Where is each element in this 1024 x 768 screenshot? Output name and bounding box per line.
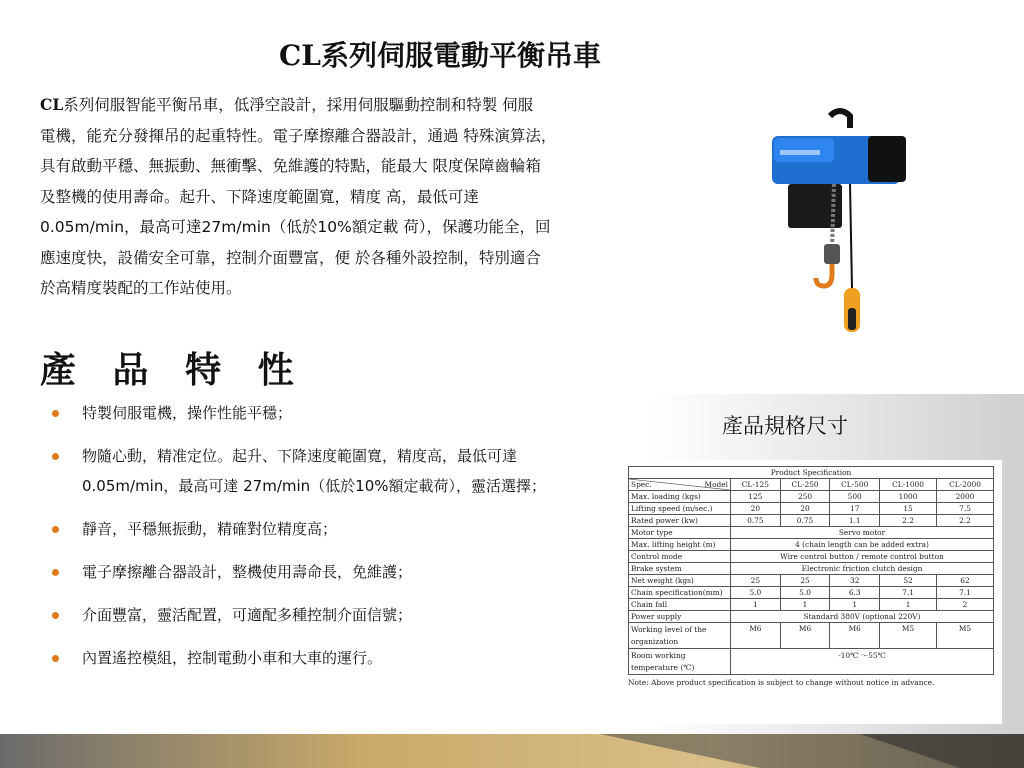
table-cell: 1 xyxy=(830,599,880,611)
row-label: Rated power (kw) xyxy=(629,515,731,527)
spec-table-panel xyxy=(624,460,1002,724)
spec-heading: 產品規格尺寸 xyxy=(722,414,848,438)
table-cell: 25 xyxy=(780,575,830,587)
table-cell: 62 xyxy=(937,575,994,587)
row-label: Chain fall xyxy=(629,599,731,611)
table-cell: 250 xyxy=(780,491,830,503)
row-label: Power supply xyxy=(629,611,731,623)
table-cell: Wire control button / remote control button xyxy=(731,551,994,563)
bottom-hook xyxy=(816,264,832,286)
table-cell: 20 xyxy=(731,503,781,515)
table-row xyxy=(629,515,994,527)
bullet-dot xyxy=(52,526,59,533)
feature-item-continued: 0.05m/min，最高可達 27m/min（低於10%額定載荷），靈活選擇； xyxy=(82,477,546,495)
table-cell: 17 xyxy=(830,503,880,515)
table-cell: 0.75 xyxy=(731,515,781,527)
table-cell: 15 xyxy=(880,503,937,515)
page-title: CL系列伺服電動平衡吊車 xyxy=(279,39,601,72)
table-cell: 1000 xyxy=(880,491,937,503)
table-row xyxy=(629,599,994,611)
row-label: Brake system xyxy=(629,563,731,575)
table-cell: 5.0 xyxy=(780,587,830,599)
bullet-dot xyxy=(52,453,59,460)
spec-note: Note: Above product specification is subject to change without notice in advance. xyxy=(628,678,935,687)
row-label: Max. lifting height (m) xyxy=(629,539,731,551)
features-heading: 產 品 特 性 xyxy=(40,350,306,391)
control-cable xyxy=(850,184,852,288)
table-row xyxy=(629,491,994,503)
table-cell: 2000 xyxy=(937,491,994,503)
table-cell: Standard 380V (optional 220V) xyxy=(731,611,994,623)
table-row xyxy=(629,575,994,587)
feature-item: 電子摩擦離合器設計，整機使用壽命長，免維護； xyxy=(52,557,612,587)
bullet-dot xyxy=(52,569,59,576)
feature-list xyxy=(52,398,612,686)
bullet-dot xyxy=(52,612,59,619)
table-header-row xyxy=(629,479,994,491)
row-label: Working level of the organization xyxy=(629,623,731,649)
table-row xyxy=(629,539,994,551)
table-row xyxy=(629,551,994,563)
row-label: Lifting speed (m/sec.) xyxy=(629,503,731,515)
table-row xyxy=(629,649,994,675)
table-cell: 1 xyxy=(780,599,830,611)
intro-paragraph xyxy=(40,90,650,304)
spec-table xyxy=(628,466,994,675)
table-cell: 1.1 xyxy=(830,515,880,527)
table-caption: Product Specification xyxy=(629,467,994,479)
row-label: Max. loading (kgs) xyxy=(629,491,731,503)
intro-line-4: 及整機的使用壽命。起升、下降速度範圍寬，精度 高，最低可達 xyxy=(40,187,479,206)
intro-lead: CL xyxy=(40,95,64,114)
table-row xyxy=(629,503,994,515)
table-cell: M6 xyxy=(731,623,781,649)
table-cell: Servo motor xyxy=(731,527,994,539)
table-cell: M5 xyxy=(937,623,994,649)
table-cell: 6.3 xyxy=(830,587,880,599)
model-label: Model xyxy=(704,480,728,489)
spec-label: Spec. xyxy=(631,480,652,489)
bullet-dot xyxy=(52,655,59,662)
row-label: Motor type xyxy=(629,527,731,539)
table-row xyxy=(629,527,994,539)
table-cell: 32 xyxy=(830,575,880,587)
table-cell: M6 xyxy=(830,623,880,649)
table-cell: Electronic friction clutch design xyxy=(731,563,994,575)
feature-item: 物隨心動，精准定位。起升、下降速度範圍寬，精度高，最低可達 xyxy=(52,441,612,471)
intro-line-1: CL系列伺服智能平衡吊車，低淨空設計，採用伺服驅動控制和特製 伺服 xyxy=(40,95,534,114)
table-cell: M6 xyxy=(780,623,830,649)
model-header: CL-125 xyxy=(731,479,781,491)
table-row xyxy=(629,623,994,649)
pendant-handle xyxy=(848,308,856,330)
intro-line-3: 具有啟動平穩、無振動、無衝擊、免維護的特點，能最大 限度保障齒輪箱 xyxy=(40,157,541,175)
table-cell: -10℃ ～55℃ xyxy=(731,649,994,675)
row-label: Net weight (kgs) xyxy=(629,575,731,587)
table-row xyxy=(629,611,994,623)
model-header: CL-250 xyxy=(780,479,830,491)
diagonal-divider xyxy=(629,479,730,490)
intro-line-5: 0.05m/min，最高可達27m/min（低於10%額定載 荷），保護功能全，回 xyxy=(40,218,551,236)
hook-block xyxy=(824,244,840,264)
table-cell: 125 xyxy=(731,491,781,503)
feature-item: 內置遙控模組，控制電動小車和大車的運行。 xyxy=(52,643,612,673)
feature-item: 靜音，平穩無振動，精確對位精度高； xyxy=(52,514,612,544)
model-header: CL-2000 xyxy=(937,479,994,491)
table-row xyxy=(629,587,994,599)
hoist-motor-stripe xyxy=(780,150,820,155)
table-cell: 500 xyxy=(830,491,880,503)
row-label: Room working temperature (℃) xyxy=(629,649,731,675)
table-cell: 2.2 xyxy=(880,515,937,527)
table-cell: 7.1 xyxy=(937,587,994,599)
hoist-gearbox xyxy=(868,136,906,182)
bottom-decor-bar xyxy=(0,734,1024,768)
row-label: Chain specification(mm) xyxy=(629,587,731,599)
table-cell: 25 xyxy=(731,575,781,587)
model-header: CL-1000 xyxy=(880,479,937,491)
table-cell: 52 xyxy=(880,575,937,587)
spec-model-header xyxy=(629,479,731,491)
table-cell: 7.5 xyxy=(937,503,994,515)
feature-item: 介面豐富，靈活配置，可適配多種控制介面信號； xyxy=(52,600,612,630)
intro-line-6: 應速度快，設備安全可靠，控制介面豐富，便 於各種外設控制，特別適合 xyxy=(40,248,541,267)
table-cell: 4 (chain length can be added extra) xyxy=(731,539,994,551)
table-cell: 20 xyxy=(780,503,830,515)
table-row xyxy=(629,563,994,575)
table-cell: 0.75 xyxy=(780,515,830,527)
top-hook xyxy=(830,111,850,128)
table-cell: 2.2 xyxy=(937,515,994,527)
table-cell: 7.1 xyxy=(880,587,937,599)
table-caption-row xyxy=(629,467,994,479)
intro-line-2: 電機，能充分發揮吊的起重特性。電子摩擦離合器設計，通過 特殊演算法， xyxy=(40,126,557,145)
table-cell: M5 xyxy=(880,623,937,649)
table-cell: 1 xyxy=(731,599,781,611)
model-header: CL-500 xyxy=(830,479,880,491)
intro-line-7: 於高精度裝配的工作站使用。 xyxy=(40,279,242,297)
electric-hoist-image xyxy=(768,108,918,348)
feature-item: 特製伺服電機，操作性能平穩； xyxy=(52,398,612,428)
row-label: Control mode xyxy=(629,551,731,563)
table-cell: 2 xyxy=(937,599,994,611)
table-cell: 1 xyxy=(880,599,937,611)
table-cell: 5.0 xyxy=(731,587,781,599)
bullet-dot xyxy=(52,410,59,417)
